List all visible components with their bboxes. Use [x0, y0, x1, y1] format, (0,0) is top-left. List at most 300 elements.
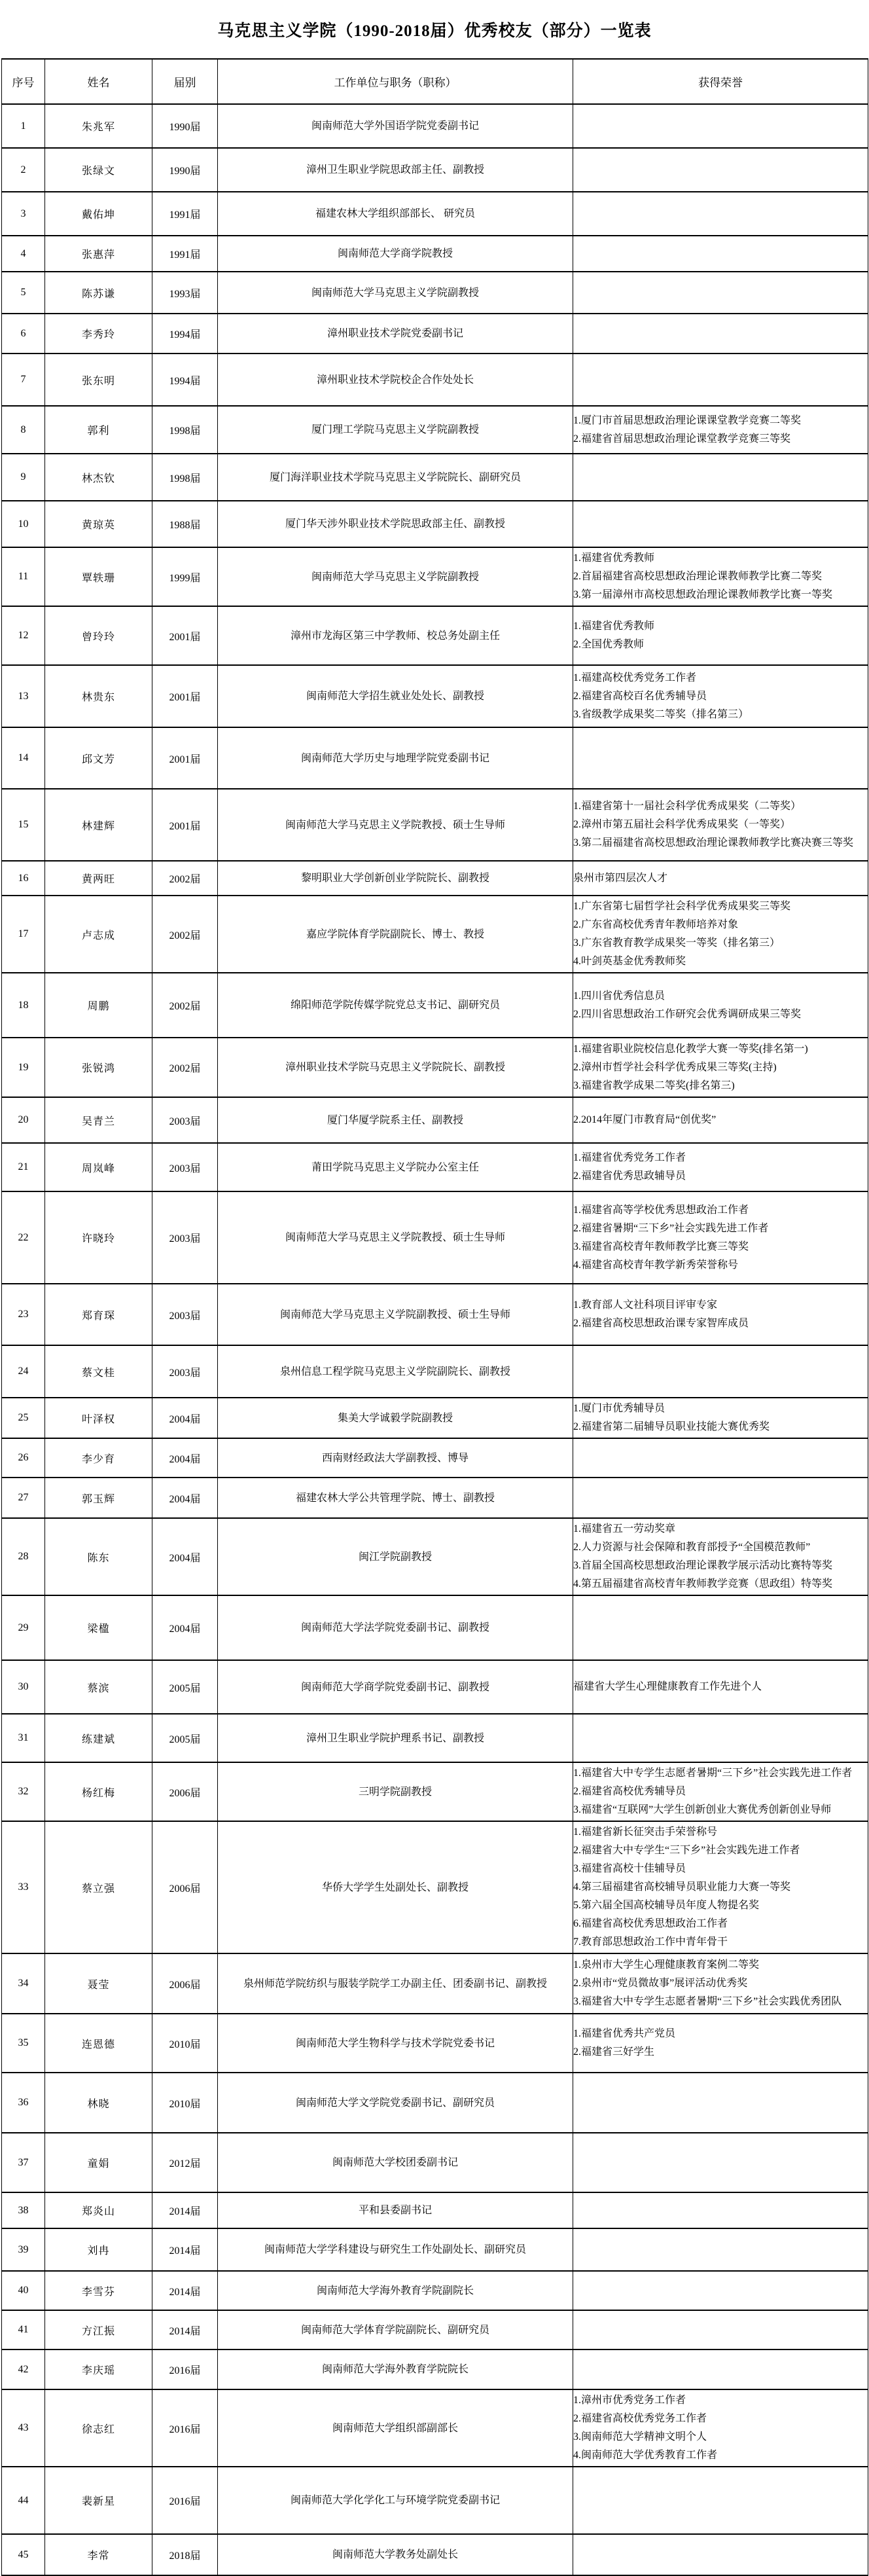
- work-position-cell: 闽南师范大学商学院党委副书记、副教授: [218, 1660, 573, 1714]
- row-index-cell: 1: [2, 104, 45, 148]
- table-row: [2, 272, 868, 314]
- class-year-cell: 2001届: [152, 789, 218, 861]
- honors-cell: [573, 1660, 868, 1714]
- table-row: [2, 1398, 868, 1438]
- work-position-cell: 绵阳师范学院传媒学院党总支书记、副研究员: [218, 973, 573, 1038]
- work-position-cell: 福建农林大学公共管理学院、博士、副教授: [218, 1478, 573, 1518]
- alumni-name-cell: 林建辉: [45, 789, 152, 861]
- honor-line: 3.广东省教育教学成果奖一等奖（排名第三）: [573, 937, 781, 949]
- work-position-cell: 嘉应学院体育学院副院长、博士、教授: [218, 896, 573, 973]
- honor-line: 3.首届全国高校思想政治理论课教学展示活动比赛特等奖: [573, 1560, 833, 1571]
- honor-line: 2.2014年厦门市教育局“创优奖”: [573, 1114, 717, 1125]
- class-year-cell: 1991届: [152, 236, 218, 272]
- honor-line: 5.第六届全国高校辅导员年度人物提名奖: [573, 1900, 760, 1911]
- honor-line: 6.福建省高校优秀思想政治工作者: [573, 1918, 728, 1929]
- honor-line: 1.福建省新长征突击手荣誉称号: [573, 1826, 718, 1838]
- alumni-name-cell: 邱文芳: [45, 727, 152, 789]
- alumni-name-cell: 张锐鸿: [45, 1038, 152, 1097]
- honor-line: 2.福建省高校思想政治课专家智库成员: [573, 1318, 749, 1329]
- honor-line: 2.漳州市哲学社会科学优秀成果三等奖(主持): [573, 1061, 777, 1073]
- alumni-name-cell: 张绿文: [45, 148, 152, 192]
- honor-line: 3.福建省“互联网”大学生创新创业大赛优秀创新创业导师: [573, 1804, 832, 1815]
- work-position-cell: 福建农林大学组织部部长、 研究员: [218, 192, 573, 236]
- work-position-cell: 闽南师范大学海外教育学院院长: [218, 2349, 573, 2389]
- work-position-cell: 厦门理工学院马克思主义学院副教授: [218, 406, 573, 454]
- table-row: [2, 2228, 868, 2271]
- alumni-name-cell: 叶泽权: [45, 1398, 152, 1438]
- table-row: [2, 1660, 868, 1714]
- table-row: [2, 2192, 868, 2228]
- table-row: [2, 2389, 868, 2467]
- table-row: [2, 665, 868, 727]
- alumni-name-cell: 李庆瑶: [45, 2349, 152, 2389]
- honors-cell: [573, 1438, 868, 1478]
- honor-line: 4.第五届福建省高校青年教师教学竞赛（思政组）特等奖: [573, 1578, 833, 1589]
- row-index-cell: 20: [2, 1097, 45, 1143]
- alumni-name-cell: 练建斌: [45, 1714, 152, 1762]
- header-cell-class: 届别: [152, 59, 218, 104]
- class-year-cell: 2004届: [152, 1518, 218, 1595]
- title-block: [0, 0, 869, 58]
- work-position-cell: 闽南师范大学校团委副书记: [218, 2133, 573, 2192]
- table-row: [2, 501, 868, 547]
- header-row: [2, 59, 868, 104]
- alumni-table: [1, 58, 868, 2576]
- row-index-cell: 9: [2, 454, 45, 501]
- row-index-cell: 25: [2, 1398, 45, 1438]
- class-year-cell: 2014届: [152, 2192, 218, 2228]
- row-index-cell: 43: [2, 2389, 45, 2467]
- work-position-cell: 闽南师范大学学科建设与研究生工作处副处长、副研究员: [218, 2228, 573, 2271]
- honor-line: 1.福建省高等学校优秀思想政治工作者: [573, 1204, 749, 1216]
- honors-cell: [573, 2073, 868, 2133]
- class-year-cell: 2004届: [152, 1438, 218, 1478]
- row-index-cell: 31: [2, 1714, 45, 1762]
- table-row: [2, 1762, 868, 1821]
- work-position-cell: 闽南师范大学生物科学与技术学院党委书记: [218, 2014, 573, 2073]
- honor-line: 2.四川省思想政治工作研究会优秀调研成果三等奖: [573, 1008, 802, 1020]
- honors-cell: [573, 148, 868, 192]
- honor-line: 4.第三届福建省高校辅导员职业能力大赛一等奖: [573, 1881, 791, 1893]
- honor-line: 7.教育部思想政治工作中青年骨干: [573, 1936, 728, 1948]
- alumni-name-cell: 许晓玲: [45, 1191, 152, 1284]
- honors-cell: [573, 1762, 868, 1821]
- row-index-cell: 7: [2, 354, 45, 406]
- honor-line: 2.福建省暑期“三下乡”社会实践先进工作者: [573, 1222, 769, 1234]
- honor-line: 2.福建省第二届辅导员职业技能大赛优秀奖: [573, 1421, 770, 1432]
- header-cell-name: 姓名: [45, 59, 152, 104]
- class-year-cell: 2002届: [152, 1038, 218, 1097]
- work-position-cell: 厦门海洋职业技术学院马克思主义学院院长、副研究员: [218, 454, 573, 501]
- row-index-cell: 32: [2, 1762, 45, 1821]
- class-year-cell: 1991届: [152, 192, 218, 236]
- honor-line: 1.福建省优秀共产党员: [573, 2028, 676, 2039]
- alumni-name-cell: 林晓: [45, 2073, 152, 2133]
- honor-line: 3.福建省大中专学生志愿者暑期“三下乡”社会实践优秀团队: [573, 1996, 842, 2007]
- row-index-cell: 24: [2, 1345, 45, 1398]
- table-row: [2, 896, 868, 973]
- honor-line: 1.厦门市优秀辅导员: [573, 1403, 665, 1414]
- alumni-name-cell: 方江振: [45, 2310, 152, 2349]
- honor-line: 1.福建省第十一届社会科学优秀成果奖（二等奖）: [573, 801, 802, 812]
- table-row: [2, 1097, 868, 1143]
- honors-cell: [573, 1191, 868, 1284]
- honor-line: 泉州市第四层次人才: [573, 872, 668, 884]
- table-row: [2, 314, 868, 354]
- honor-line: 2.福建省三好学生: [573, 2046, 655, 2058]
- row-index-cell: 17: [2, 896, 45, 973]
- honors-cell: [573, 1953, 868, 2014]
- class-year-cell: 2016届: [152, 2389, 218, 2467]
- header-cell-work: 工作单位与职务（职称）: [218, 59, 573, 104]
- work-position-cell: 闽南师范大学教务处副处长: [218, 2534, 573, 2575]
- honors-cell: [573, 896, 868, 973]
- class-year-cell: 2012届: [152, 2133, 218, 2192]
- work-position-cell: 闽南师范大学商学院教授: [218, 236, 573, 272]
- alumni-name-cell: 蔡文桂: [45, 1345, 152, 1398]
- work-position-cell: 三明学院副教授: [218, 1762, 573, 1821]
- honors-cell: [573, 272, 868, 314]
- alumni-name-cell: 张惠萍: [45, 236, 152, 272]
- class-year-cell: 2003届: [152, 1345, 218, 1398]
- class-year-cell: 2006届: [152, 1762, 218, 1821]
- row-index-cell: 13: [2, 665, 45, 727]
- alumni-name-cell: 郑炎山: [45, 2192, 152, 2228]
- row-index-cell: 4: [2, 236, 45, 272]
- work-position-cell: 集美大学诚毅学院副教授: [218, 1398, 573, 1438]
- honor-line: 2.人力资源与社会保障和教育部授予“全国模范教师”: [573, 1542, 811, 1553]
- alumni-name-cell: 林杰钦: [45, 454, 152, 501]
- honors-cell: [573, 2133, 868, 2192]
- row-index-cell: 15: [2, 789, 45, 861]
- class-year-cell: 1999届: [152, 547, 218, 606]
- alumni-name-cell: 郑育琛: [45, 1284, 152, 1345]
- table-row: [2, 148, 868, 192]
- row-index-cell: 29: [2, 1595, 45, 1660]
- honors-cell: [573, 606, 868, 665]
- work-position-cell: 平和县委副书记: [218, 2192, 573, 2228]
- table-row: [2, 1143, 868, 1191]
- class-year-cell: 2005届: [152, 1660, 218, 1714]
- table-row: [2, 1478, 868, 1518]
- alumni-name-cell: 曾玲玲: [45, 606, 152, 665]
- alumni-name-cell: 李少育: [45, 1438, 152, 1478]
- class-year-cell: 1994届: [152, 354, 218, 406]
- class-year-cell: 2002届: [152, 861, 218, 896]
- alumni-name-cell: 蔡滨: [45, 1660, 152, 1714]
- work-position-cell: 闽南师范大学马克思主义学院副教授: [218, 272, 573, 314]
- honors-cell: [573, 1143, 868, 1191]
- table-row: [2, 1518, 868, 1595]
- class-year-cell: 1990届: [152, 148, 218, 192]
- table-row: [2, 789, 868, 861]
- table-row: [2, 2271, 868, 2310]
- work-position-cell: 莆田学院马克思主义学院办公室主任: [218, 1143, 573, 1191]
- row-index-cell: 21: [2, 1143, 45, 1191]
- honor-line: 4.福建省高校青年教学新秀荣誉称号: [573, 1259, 739, 1271]
- honor-line: 3.第一届漳州市高校思想政治理论课教师教学比赛一等奖: [573, 589, 833, 600]
- honor-line: 1.泉州市大学生心理健康教育案例二等奖: [573, 1959, 760, 1970]
- honors-cell: [573, 1097, 868, 1143]
- class-year-cell: 2006届: [152, 1953, 218, 2014]
- honors-cell: [573, 861, 868, 896]
- alumni-name-cell: 连恩德: [45, 2014, 152, 2073]
- table-row: [2, 1953, 868, 2014]
- table-row: [2, 1191, 868, 1284]
- alumni-name-cell: 朱兆军: [45, 104, 152, 148]
- class-year-cell: 2014届: [152, 2310, 218, 2349]
- alumni-name-cell: 陈苏谦: [45, 272, 152, 314]
- class-year-cell: 1994届: [152, 314, 218, 354]
- class-year-cell: 2004届: [152, 1398, 218, 1438]
- row-index-cell: 30: [2, 1660, 45, 1714]
- row-index-cell: 22: [2, 1191, 45, 1284]
- class-year-cell: 2001届: [152, 606, 218, 665]
- work-position-cell: 厦门华厦学院系主任、副教授: [218, 1097, 573, 1143]
- table-row: [2, 1595, 868, 1660]
- class-year-cell: 2014届: [152, 2271, 218, 2310]
- class-year-cell: 2003届: [152, 1284, 218, 1345]
- alumni-name-cell: 刘冉: [45, 2228, 152, 2271]
- class-year-cell: 2002届: [152, 896, 218, 973]
- alumni-name-cell: 周鹏: [45, 973, 152, 1038]
- honor-line: 2.福建省高校优秀党务工作者: [573, 2413, 707, 2424]
- class-year-cell: 1998届: [152, 406, 218, 454]
- honors-cell: [573, 2228, 868, 2271]
- row-index-cell: 11: [2, 547, 45, 606]
- alumni-name-cell: 黄两旺: [45, 861, 152, 896]
- honors-cell: [573, 454, 868, 501]
- honors-cell: [573, 1345, 868, 1398]
- honors-cell: [573, 1478, 868, 1518]
- work-position-cell: 泉州信息工程学院马克思主义学院副院长、副教授: [218, 1345, 573, 1398]
- honors-cell: [573, 1595, 868, 1660]
- row-index-cell: 2: [2, 148, 45, 192]
- work-position-cell: 闽南师范大学历史与地理学院党委副书记: [218, 727, 573, 789]
- honors-cell: [573, 1714, 868, 1762]
- row-index-cell: 37: [2, 2133, 45, 2192]
- honors-cell: [573, 406, 868, 454]
- alumni-name-cell: 郭玉辉: [45, 1478, 152, 1518]
- table-row: [2, 2310, 868, 2349]
- work-position-cell: 西南财经政法大学副教授、博导: [218, 1438, 573, 1478]
- class-year-cell: 2010届: [152, 2073, 218, 2133]
- class-year-cell: 1998届: [152, 454, 218, 501]
- row-index-cell: 34: [2, 1953, 45, 2014]
- honor-line: 2.福建省高校百名优秀辅导员: [573, 690, 707, 702]
- alumni-name-cell: 郭利: [45, 406, 152, 454]
- alumni-name-cell: 张东明: [45, 354, 152, 406]
- alumni-name-cell: 童娟: [45, 2133, 152, 2192]
- honors-cell: [573, 192, 868, 236]
- row-index-cell: 3: [2, 192, 45, 236]
- header-cell-honors: 获得荣誉: [573, 59, 868, 104]
- honor-line: 1.福建省职业院校信息化教学大赛一等奖(排名第一): [573, 1043, 808, 1055]
- work-position-cell: 漳州卫生职业学院思政部主任、副教授: [218, 148, 573, 192]
- work-position-cell: 厦门华天涉外职业技术学院思政部主任、副教授: [218, 501, 573, 547]
- alumni-name-cell: 林贵东: [45, 665, 152, 727]
- row-index-cell: 28: [2, 1518, 45, 1595]
- class-year-cell: 1990届: [152, 104, 218, 148]
- table-row: [2, 2467, 868, 2534]
- table-row: [2, 2014, 868, 2073]
- work-position-cell: 闽南师范大学马克思主义学院教授、硕士生导师: [218, 789, 573, 861]
- work-position-cell: 漳州职业技术学院马克思主义学院院长、副教授: [218, 1038, 573, 1097]
- work-position-cell: 闽南师范大学海外教育学院副院长: [218, 2271, 573, 2310]
- table-row: [2, 2534, 868, 2575]
- row-index-cell: 40: [2, 2271, 45, 2310]
- row-index-cell: 42: [2, 2349, 45, 2389]
- row-index-cell: 45: [2, 2534, 45, 2575]
- work-position-cell: 闽南师范大学马克思主义学院教授、硕士生导师: [218, 1191, 573, 1284]
- honors-cell: [573, 2534, 868, 2575]
- row-index-cell: 38: [2, 2192, 45, 2228]
- class-year-cell: 2001届: [152, 727, 218, 789]
- honors-cell: [573, 104, 868, 148]
- honor-line: 2.全国优秀教师: [573, 639, 645, 650]
- honors-cell: [573, 2192, 868, 2228]
- row-index-cell: 33: [2, 1821, 45, 1953]
- page-title: 马克思主义学院（1990-2018届）优秀校友（部分）一览表: [217, 22, 652, 40]
- class-year-cell: 2016届: [152, 2349, 218, 2389]
- honors-cell: [573, 1821, 868, 1953]
- work-position-cell: 闽南师范大学招生就业处处长、副教授: [218, 665, 573, 727]
- honor-line: 3.闽南师范大学精神文明个人: [573, 2431, 707, 2442]
- honors-cell: [573, 354, 868, 406]
- class-year-cell: 2003届: [152, 1097, 218, 1143]
- honor-line: 1.福建高校优秀党务工作者: [573, 672, 697, 683]
- work-position-cell: 闽南师范大学组织部副部长: [218, 2389, 573, 2467]
- honor-line: 2.福建省首届思想政治理论课堂教学竞赛三等奖: [573, 433, 791, 444]
- honor-line: 3.福建省高校青年教师教学比赛三等奖: [573, 1241, 749, 1252]
- honor-line: 1.福建省优秀党务工作者: [573, 1152, 686, 1163]
- class-year-cell: 1993届: [152, 272, 218, 314]
- alumni-name-cell: 戴佑坤: [45, 192, 152, 236]
- honors-cell: [573, 665, 868, 727]
- work-position-cell: 闽南师范大学外国语学院党委副书记: [218, 104, 573, 148]
- table-row: [2, 1438, 868, 1478]
- row-index-cell: 19: [2, 1038, 45, 1097]
- honor-line: 2.福建省大中专学生“三下乡”社会实践先进工作者: [573, 1845, 800, 1856]
- class-year-cell: 2002届: [152, 973, 218, 1038]
- table-row: [2, 1284, 868, 1345]
- honor-line: 2.福建省优秀思政辅导员: [573, 1170, 686, 1182]
- table-row: [2, 2133, 868, 2192]
- work-position-cell: 闽南师范大学化学化工与环境学院党委副书记: [218, 2467, 573, 2534]
- class-year-cell: 2010届: [152, 2014, 218, 2073]
- row-index-cell: 16: [2, 861, 45, 896]
- row-index-cell: 26: [2, 1438, 45, 1478]
- alumni-name-cell: 李雪芬: [45, 2271, 152, 2310]
- honors-cell: [573, 2271, 868, 2310]
- alumni-name-cell: 覃轶珊: [45, 547, 152, 606]
- work-position-cell: 漳州市龙海区第三中学教师、校总务处副主任: [218, 606, 573, 665]
- work-position-cell: 华侨大学学生处副处长、副教授: [218, 1821, 573, 1953]
- row-index-cell: 14: [2, 727, 45, 789]
- honors-cell: [573, 501, 868, 547]
- honors-cell: [573, 547, 868, 606]
- table-row: [2, 1345, 868, 1398]
- alumni-name-cell: 徐志红: [45, 2389, 152, 2467]
- class-year-cell: 2001届: [152, 665, 218, 727]
- class-year-cell: 2018届: [152, 2534, 218, 2575]
- class-year-cell: 2014届: [152, 2228, 218, 2271]
- honors-cell: [573, 236, 868, 272]
- class-year-cell: 2006届: [152, 1821, 218, 1953]
- row-index-cell: 35: [2, 2014, 45, 2073]
- row-index-cell: 12: [2, 606, 45, 665]
- honors-cell: [573, 2310, 868, 2349]
- alumni-name-cell: 蔡立强: [45, 1821, 152, 1953]
- honor-line: 1.四川省优秀信息员: [573, 990, 665, 1002]
- work-position-cell: 泉州师范学院纺织与服装学院学工办副主任、团委副书记、副教授: [218, 1953, 573, 2014]
- class-year-cell: 2005届: [152, 1714, 218, 1762]
- work-position-cell: 闽南师范大学马克思主义学院副教授: [218, 547, 573, 606]
- class-year-cell: 2003届: [152, 1143, 218, 1191]
- row-index-cell: 39: [2, 2228, 45, 2271]
- honors-cell: [573, 1398, 868, 1438]
- table-body: [2, 104, 868, 2575]
- header-cell-index: 序号: [2, 59, 45, 104]
- honor-line: 1.教育部人文社科项目评审专家: [573, 1299, 718, 1311]
- class-year-cell: 1988届: [152, 501, 218, 547]
- row-index-cell: 44: [2, 2467, 45, 2534]
- table-row: [2, 606, 868, 665]
- honor-line: 3.第二届福建省高校思想政治理论课教师教学比赛决赛三等奖: [573, 837, 854, 848]
- work-position-cell: 漳州卫生职业学院护理系书记、副教授: [218, 1714, 573, 1762]
- honors-cell: [573, 1284, 868, 1345]
- work-position-cell: 闽南师范大学文学院党委副书记、副研究员: [218, 2073, 573, 2133]
- honors-cell: [573, 1038, 868, 1097]
- table-row: [2, 354, 868, 406]
- alumni-name-cell: 黄琼英: [45, 501, 152, 547]
- table-row: [2, 1714, 868, 1762]
- honors-cell: [573, 789, 868, 861]
- honor-line: 1.福建省五一劳动奖章: [573, 1523, 676, 1534]
- honors-cell: [573, 2467, 868, 2534]
- honors-cell: [573, 973, 868, 1038]
- alumni-name-cell: 陈东: [45, 1518, 152, 1595]
- table-row: [2, 973, 868, 1038]
- honor-line: 福建省大学生心理健康教育工作先进个人: [573, 1681, 762, 1692]
- table-row: [2, 236, 868, 272]
- honors-cell: [573, 727, 868, 789]
- table-row: [2, 1821, 868, 1953]
- honors-cell: [573, 1518, 868, 1595]
- row-index-cell: 5: [2, 272, 45, 314]
- honor-line: 4.闽南师范大学优秀教育工作者: [573, 2450, 718, 2461]
- honor-line: 2.首届福建省高校思想政治理论课教师教学比赛二等奖: [573, 571, 823, 582]
- honor-line: 3.福建省教学成果二等奖(排名第三): [573, 1079, 735, 1091]
- table-row: [2, 454, 868, 501]
- honor-line: 1.广东省第七届哲学社会科学优秀成果奖三等奖: [573, 901, 791, 912]
- row-index-cell: 36: [2, 2073, 45, 2133]
- honor-line: 1.漳州市优秀党务工作者: [573, 2395, 686, 2406]
- honor-line: 1.福建省大中专学生志愿者暑期“三下乡”社会实践先进工作者: [573, 1768, 853, 1779]
- table-row: [2, 1038, 868, 1097]
- work-position-cell: 闽南师范大学马克思主义学院副教授、硕士生导师: [218, 1284, 573, 1345]
- alumni-name-cell: 聂莹: [45, 1953, 152, 2014]
- honors-cell: [573, 314, 868, 354]
- alumni-name-cell: 杨红梅: [45, 1762, 152, 1821]
- alumni-name-cell: 李秀玲: [45, 314, 152, 354]
- alumni-name-cell: 吴青兰: [45, 1097, 152, 1143]
- alumni-name-cell: 梁楹: [45, 1595, 152, 1660]
- table-row: [2, 547, 868, 606]
- alumni-name-cell: 李常: [45, 2534, 152, 2575]
- honor-line: 3.福建省高校十佳辅导员: [573, 1863, 686, 1874]
- table-row: [2, 861, 868, 896]
